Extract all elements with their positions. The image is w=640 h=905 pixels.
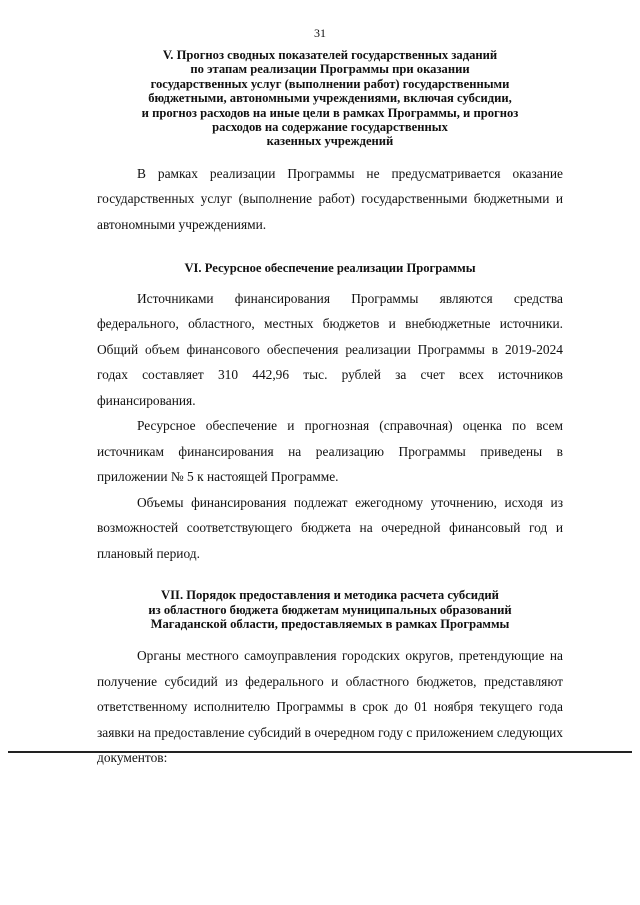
section-6-heading: VI. Ресурсное обеспечение реализации Программы bbox=[184, 261, 476, 276]
heading-line: казенных учреждений bbox=[266, 134, 394, 149]
document-body bbox=[97, 48, 563, 771]
page-number: 31 bbox=[314, 26, 326, 40]
section-5-heading bbox=[97, 48, 563, 149]
section-5-paragraph: В рамках реализации Программы не предусматривается оказание государственных услуг (выполнение работ) государственными бюджетными и автономными учреждениями. bbox=[97, 165, 563, 232]
heading-line: государственных услуг (выполнении работ) государственными bbox=[150, 76, 510, 91]
section-6-paragraph-1: Источниками финансирования Программы являются средства федерального, областного, местных бюджетов и внебюджетные источники. Общий объем финансового обеспечения реализации Программы в 2019-2024 годах составляет 310 442,96 тыс. рублей за счет всех источников финансирования. bbox=[97, 290, 563, 408]
heading-line: Магаданской области, предоставляемых в рамках Программы bbox=[150, 617, 510, 632]
section-6-paragraph-3: Объемы финансирования подлежат ежегодному уточнению, исходя из возможностей соответствующего бюджета на очередной финансовый год и плановый период. bbox=[97, 494, 563, 561]
heading-line: по этапам реализации Программы при оказании bbox=[190, 62, 470, 77]
section-7-heading bbox=[97, 588, 563, 631]
section-7-paragraph: Органы местного самоуправления городских округов, претендующие на получение субсидий из федерального и областного бюджетов, представляют ответственному исполнителю Программы в срок до 01 ноября текущего года заявки на предоставление субсидий в очередном году с приложением следующих документов: bbox=[97, 648, 563, 766]
heading-line: расходов на содержание государственных bbox=[212, 120, 448, 135]
heading-line: бюджетными, автономными учреждениями, включая субсидии, bbox=[148, 91, 512, 106]
section-6-paragraph-2: Ресурсное обеспечение и прогнозная (справочная) оценка по всем источникам финансирования на реализацию Программы приведены в приложении № 5 к настоящей Программе. bbox=[97, 418, 563, 485]
footer-divider bbox=[8, 751, 632, 753]
heading-line: из областного бюджета бюджетам муниципальных образований bbox=[148, 602, 512, 617]
heading-line: и прогноз расходов на иные цели в рамках Программы, и прогноз bbox=[141, 105, 519, 120]
heading-line: VII. Порядок предоставления и методика расчета субсидий bbox=[161, 588, 499, 603]
heading-line: V. Прогноз сводных показателей государственных заданий bbox=[162, 48, 498, 62]
